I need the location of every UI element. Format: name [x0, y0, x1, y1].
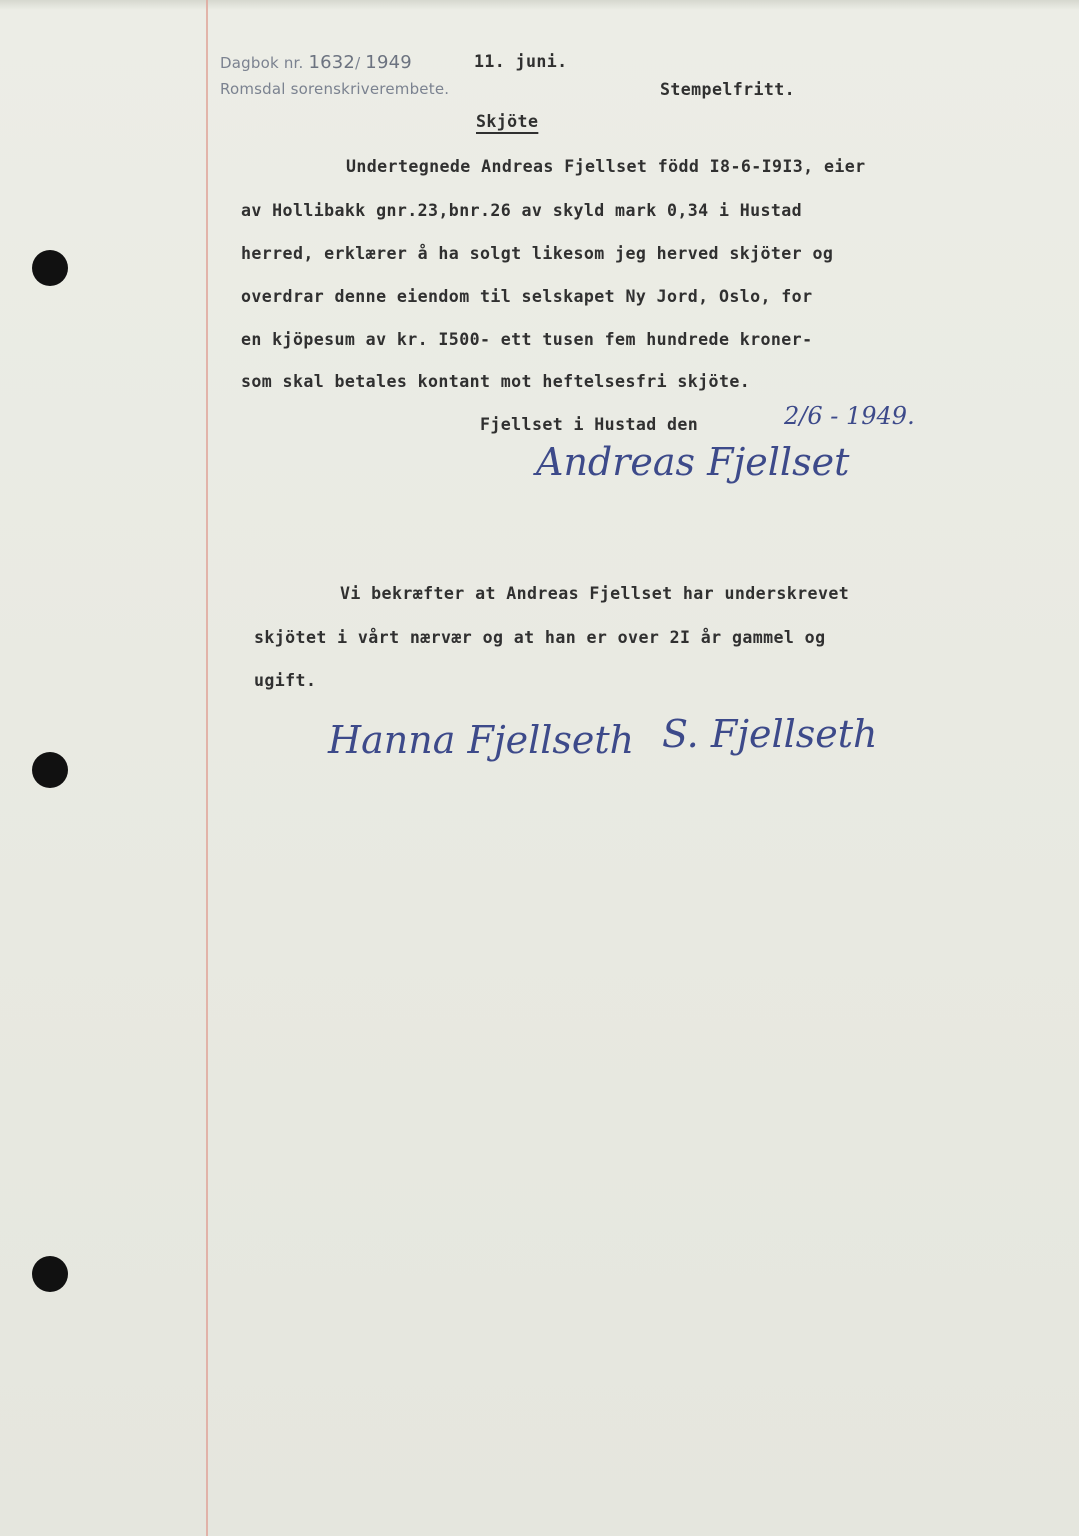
punch-hole-icon	[32, 250, 68, 286]
dagbok-year: 1949	[365, 52, 412, 73]
header-date: 11. juni.	[474, 52, 568, 71]
body-line: herred, erklærer å ha solgt likesom jeg herved skjöter og	[241, 244, 834, 263]
office-stamp: Romsdal sorenskriverembete.	[220, 80, 450, 98]
margin-line	[206, 0, 208, 1536]
dagbok-prefix: Dagbok nr.	[220, 54, 304, 72]
witness-line: ugift.	[254, 671, 317, 690]
page-top-shadow	[0, 0, 1079, 10]
witness-line: Vi bekræfter at Andreas Fjellset har underskrevet	[340, 584, 850, 603]
dagbok-number: 1632	[308, 52, 356, 73]
witness-signature: S. Fjellseth	[662, 712, 878, 756]
body-line: som skal betales kontant mot heftelsesfri skjöte.	[241, 372, 751, 391]
stamp-note: Stempelfritt.	[660, 80, 796, 99]
punch-hole-icon	[32, 1256, 68, 1292]
body-line: Undertegnede Andreas Fjellset född I8-6-I9I3, eier	[346, 157, 866, 176]
witness-signature: Hanna Fjellseth	[328, 718, 635, 762]
body-line: av Hollibakk gnr.23,bnr.26 av skyld mark 0,34 i Hustad	[241, 201, 803, 220]
witness-line: skjötet i vårt nærvær og at han er over 2I år gammel og	[254, 628, 826, 647]
place-line: Fjellset i Hustad den	[480, 415, 699, 434]
seller-signature: Andreas Fjellset	[536, 440, 850, 484]
dagbok-stamp: Dagbok nr. 1632/ 1949	[220, 52, 412, 73]
document-title: Skjöte	[476, 112, 539, 131]
punch-hole-icon	[32, 752, 68, 788]
place-date-handwritten: 2/6 - 1949.	[784, 402, 915, 430]
body-line: en kjöpesum av kr. I500- ett tusen fem hundrede kroner-	[241, 330, 813, 349]
body-line: overdrar denne eiendom til selskapet Ny Jord, Oslo, for	[241, 287, 813, 306]
